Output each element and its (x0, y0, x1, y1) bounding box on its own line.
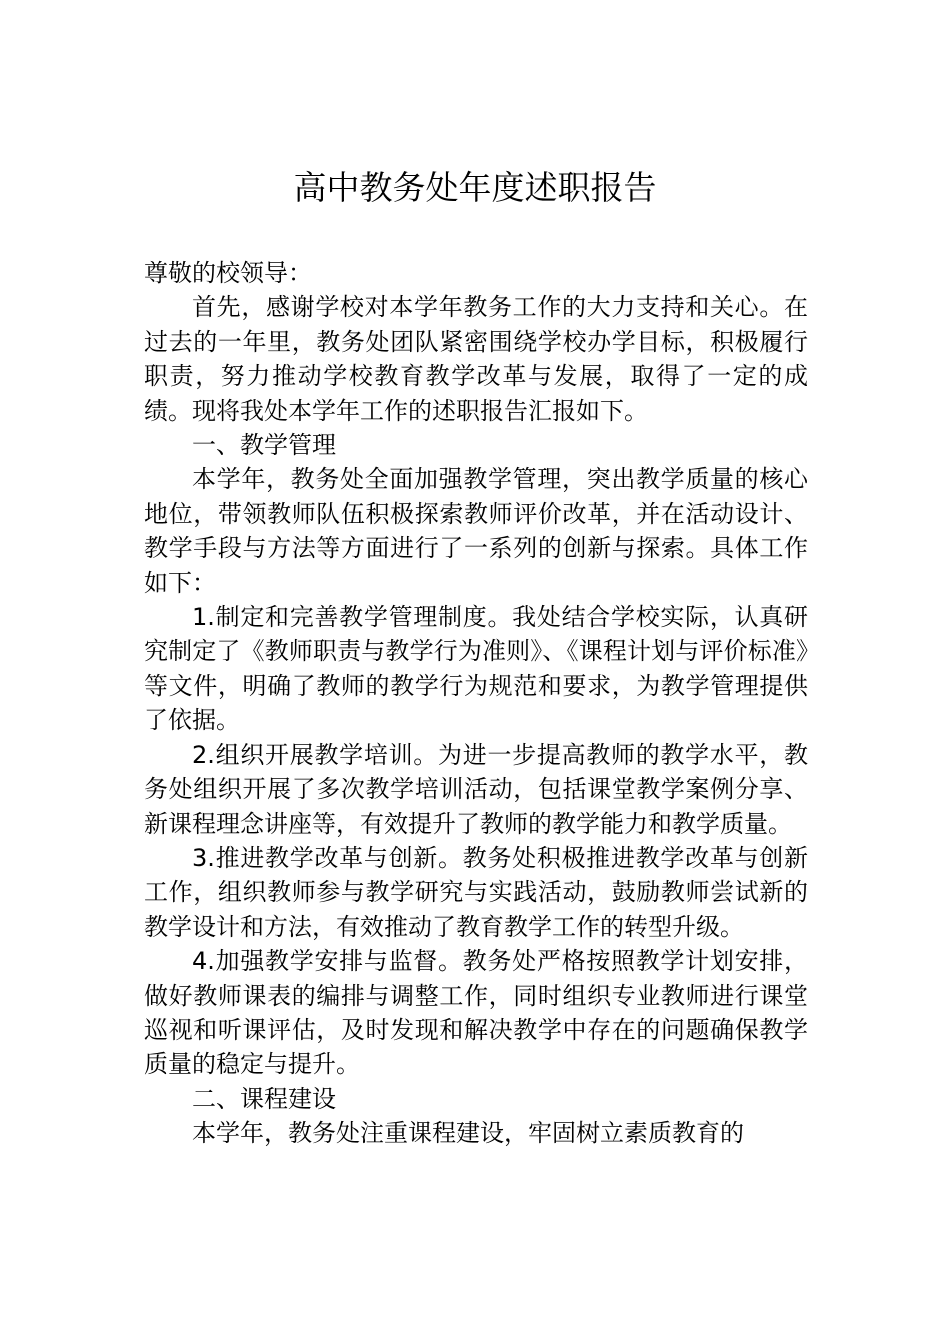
document-body (144, 256, 808, 1151)
salutation: 尊敬的校领导： (144, 259, 312, 287)
paragraph-item-4: 4.加强教学安排与监督。教务处严格按照教学计划安排，做好教师课表的编排与调整工作，同时组织专业教师进行课堂巡视和听课评估，及时发现和解决教学中存在的问题确保教学质量的稳定与提升。 (144, 947, 808, 1079)
paragraph-intro: 首先，感谢学校对本学年教务工作的大力支持和关心。在过去的一年里，教务处团队紧密围绕学校办学目标，积极履行职责，努力推动学校教育教学改革与发展，取得了一定的成绩。现将我处本学年工作的述职报告汇报如下。 (144, 293, 808, 425)
section-heading-teaching-management: 一、教学管理 (192, 431, 336, 460)
paragraph-item-2: 2.组织开展教学培训。为进一步提高教师的教学水平，教务处组织开展了多次教学培训活动，包括课堂教学案例分享、新课程理念讲座等，有效提升了教师的教学能力和教学质量。 (144, 740, 808, 838)
section-heading-curriculum: 二、课程建设 (192, 1084, 336, 1113)
document-title: 高中教务处年度述职报告 (293, 168, 657, 207)
paragraph-item-3: 3.推进教学改革与创新。教务处积极推进教学改革与创新工作，组织教师参与教学研究与实践活动，鼓励教师尝试新的教学设计和方法，有效推动了教育教学工作的转型升级。 (144, 843, 808, 941)
paragraph-item-1: 1.制定和完善教学管理制度。我处结合学校实际，认真研究制定了《教师职责与教学行为准则》、《课程计划与评价标准》等文件，明确了教师的教学行为规范和要求，为教学管理提供了依据。 (144, 603, 808, 735)
paragraph-curriculum-overview: 本学年，教务处注重课程建设，牢固树立素质教育的 (192, 1119, 744, 1148)
paragraph-teaching-management-overview: 本学年，教务处全面加强教学管理，突出教学质量的核心地位，带领教师队伍积极探索教师评价改革，并在活动设计、教学手段与方法等方面进行了一系列的创新与探索。具体工作如下： (144, 465, 808, 597)
